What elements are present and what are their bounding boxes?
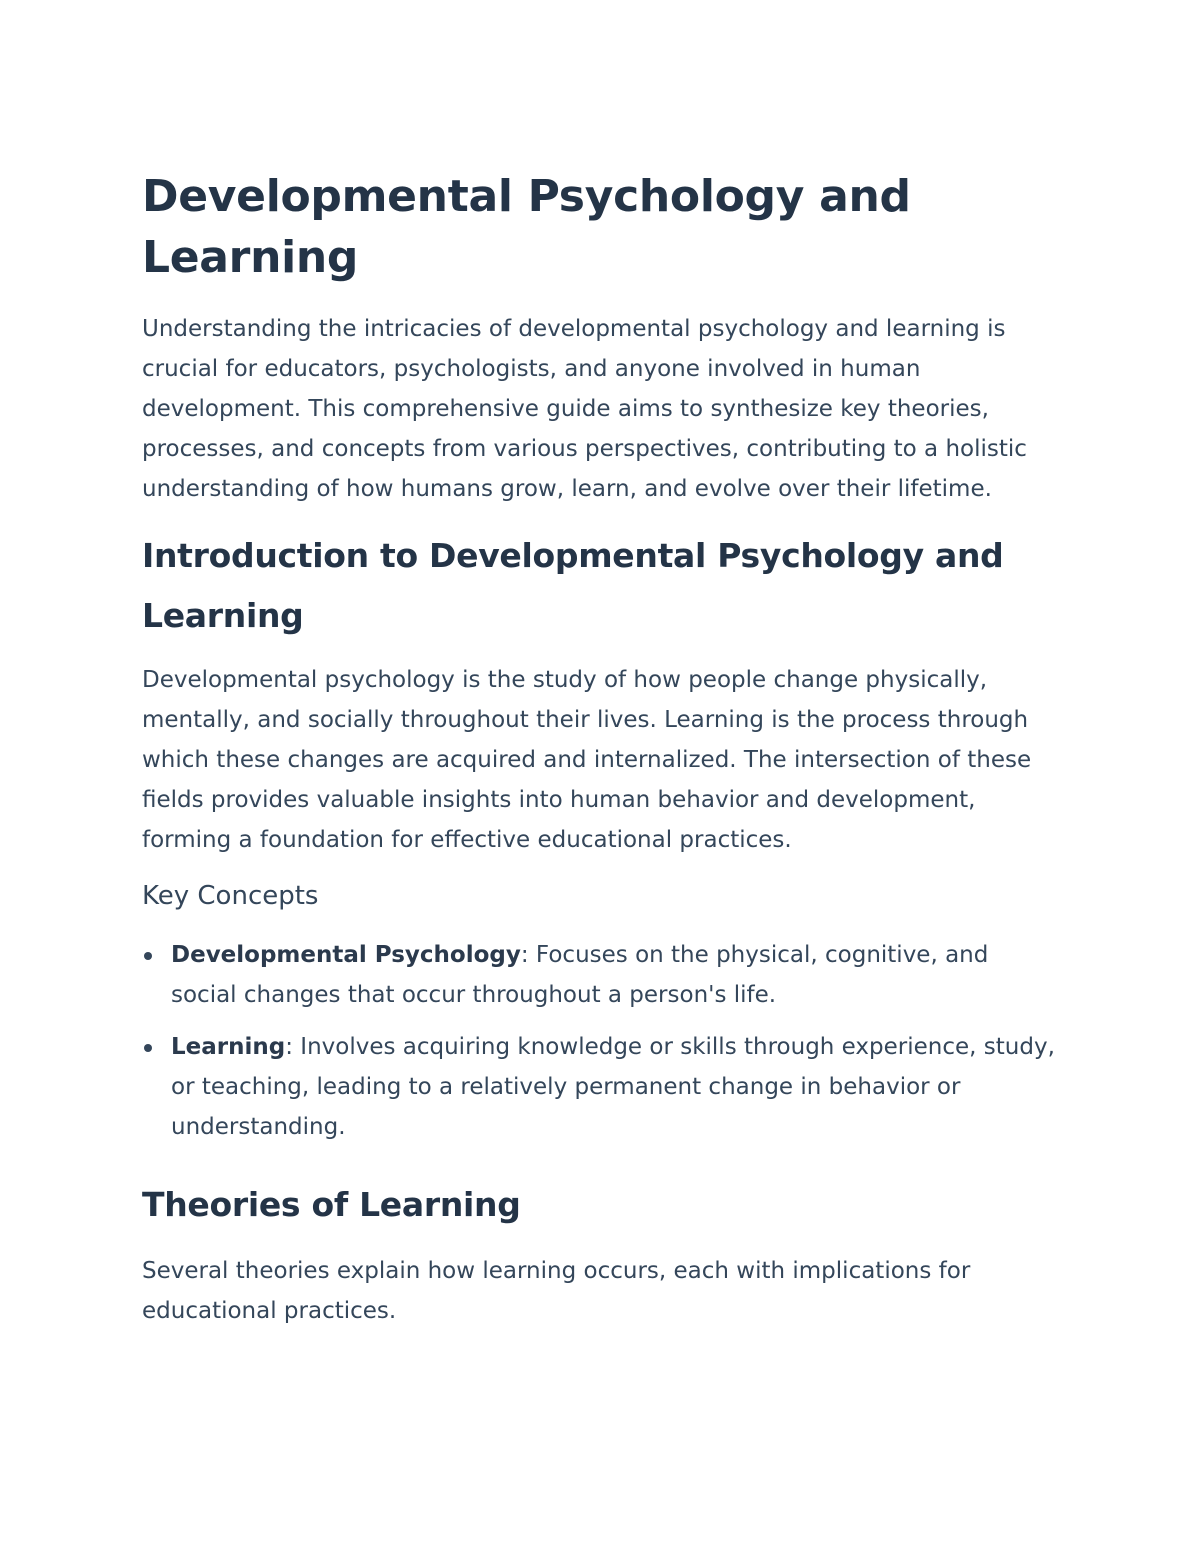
introduction-paragraph: Developmental psychology is the study of how people change physically, mentally, and socially throughout their lives. Learning is the process through which these changes are acquired and internalized. The intersection of these fields provides valuable insights into human behavior and development, forming a foundation for effective educational practices. — [142, 667, 1032, 853]
list-item — [142, 935, 1051, 1015]
term-description: Involves acquiring knowledge or skills through experience, study, or teaching, leading to a relatively permanent change in behavior or understanding. — [171, 1034, 1055, 1140]
section-heading-theories: Theories of Learning — [142, 1185, 521, 1224]
bullet-icon — [144, 952, 152, 960]
subheading-key-concepts: Key Concepts — [142, 881, 319, 911]
document-page — [142, 166, 1072, 1331]
theories-paragraph: Several theories explain how learning occurs, each with implications for educational practices. — [142, 1258, 971, 1324]
term-label: Developmental Psychology — [171, 942, 521, 968]
section-heading-introduction: Introduction to Developmental Psychology and Learning — [142, 536, 1004, 635]
term-description: Focuses on the physical, cognitive, and social changes that occur throughout a person's life. — [171, 942, 989, 1008]
term-separator: : — [285, 1034, 293, 1060]
term-separator: : — [520, 942, 529, 968]
term-label: Learning — [171, 1034, 286, 1060]
document-title: Developmental Psychology and Learning — [142, 171, 911, 283]
key-concepts-list — [142, 935, 1072, 1147]
list-item — [142, 1027, 1071, 1147]
bullet-icon — [144, 1044, 152, 1052]
intro-paragraph: Understanding the intricacies of developmental psychology and learning is crucial for educators, psychologists, and anyone involved in human development. This comprehensive guide aims to synthesize key theories, processes, and concepts from various perspectives, contributing to a holistic understanding of how humans grow, learn, and evolve over their lifetime. — [142, 316, 1027, 502]
